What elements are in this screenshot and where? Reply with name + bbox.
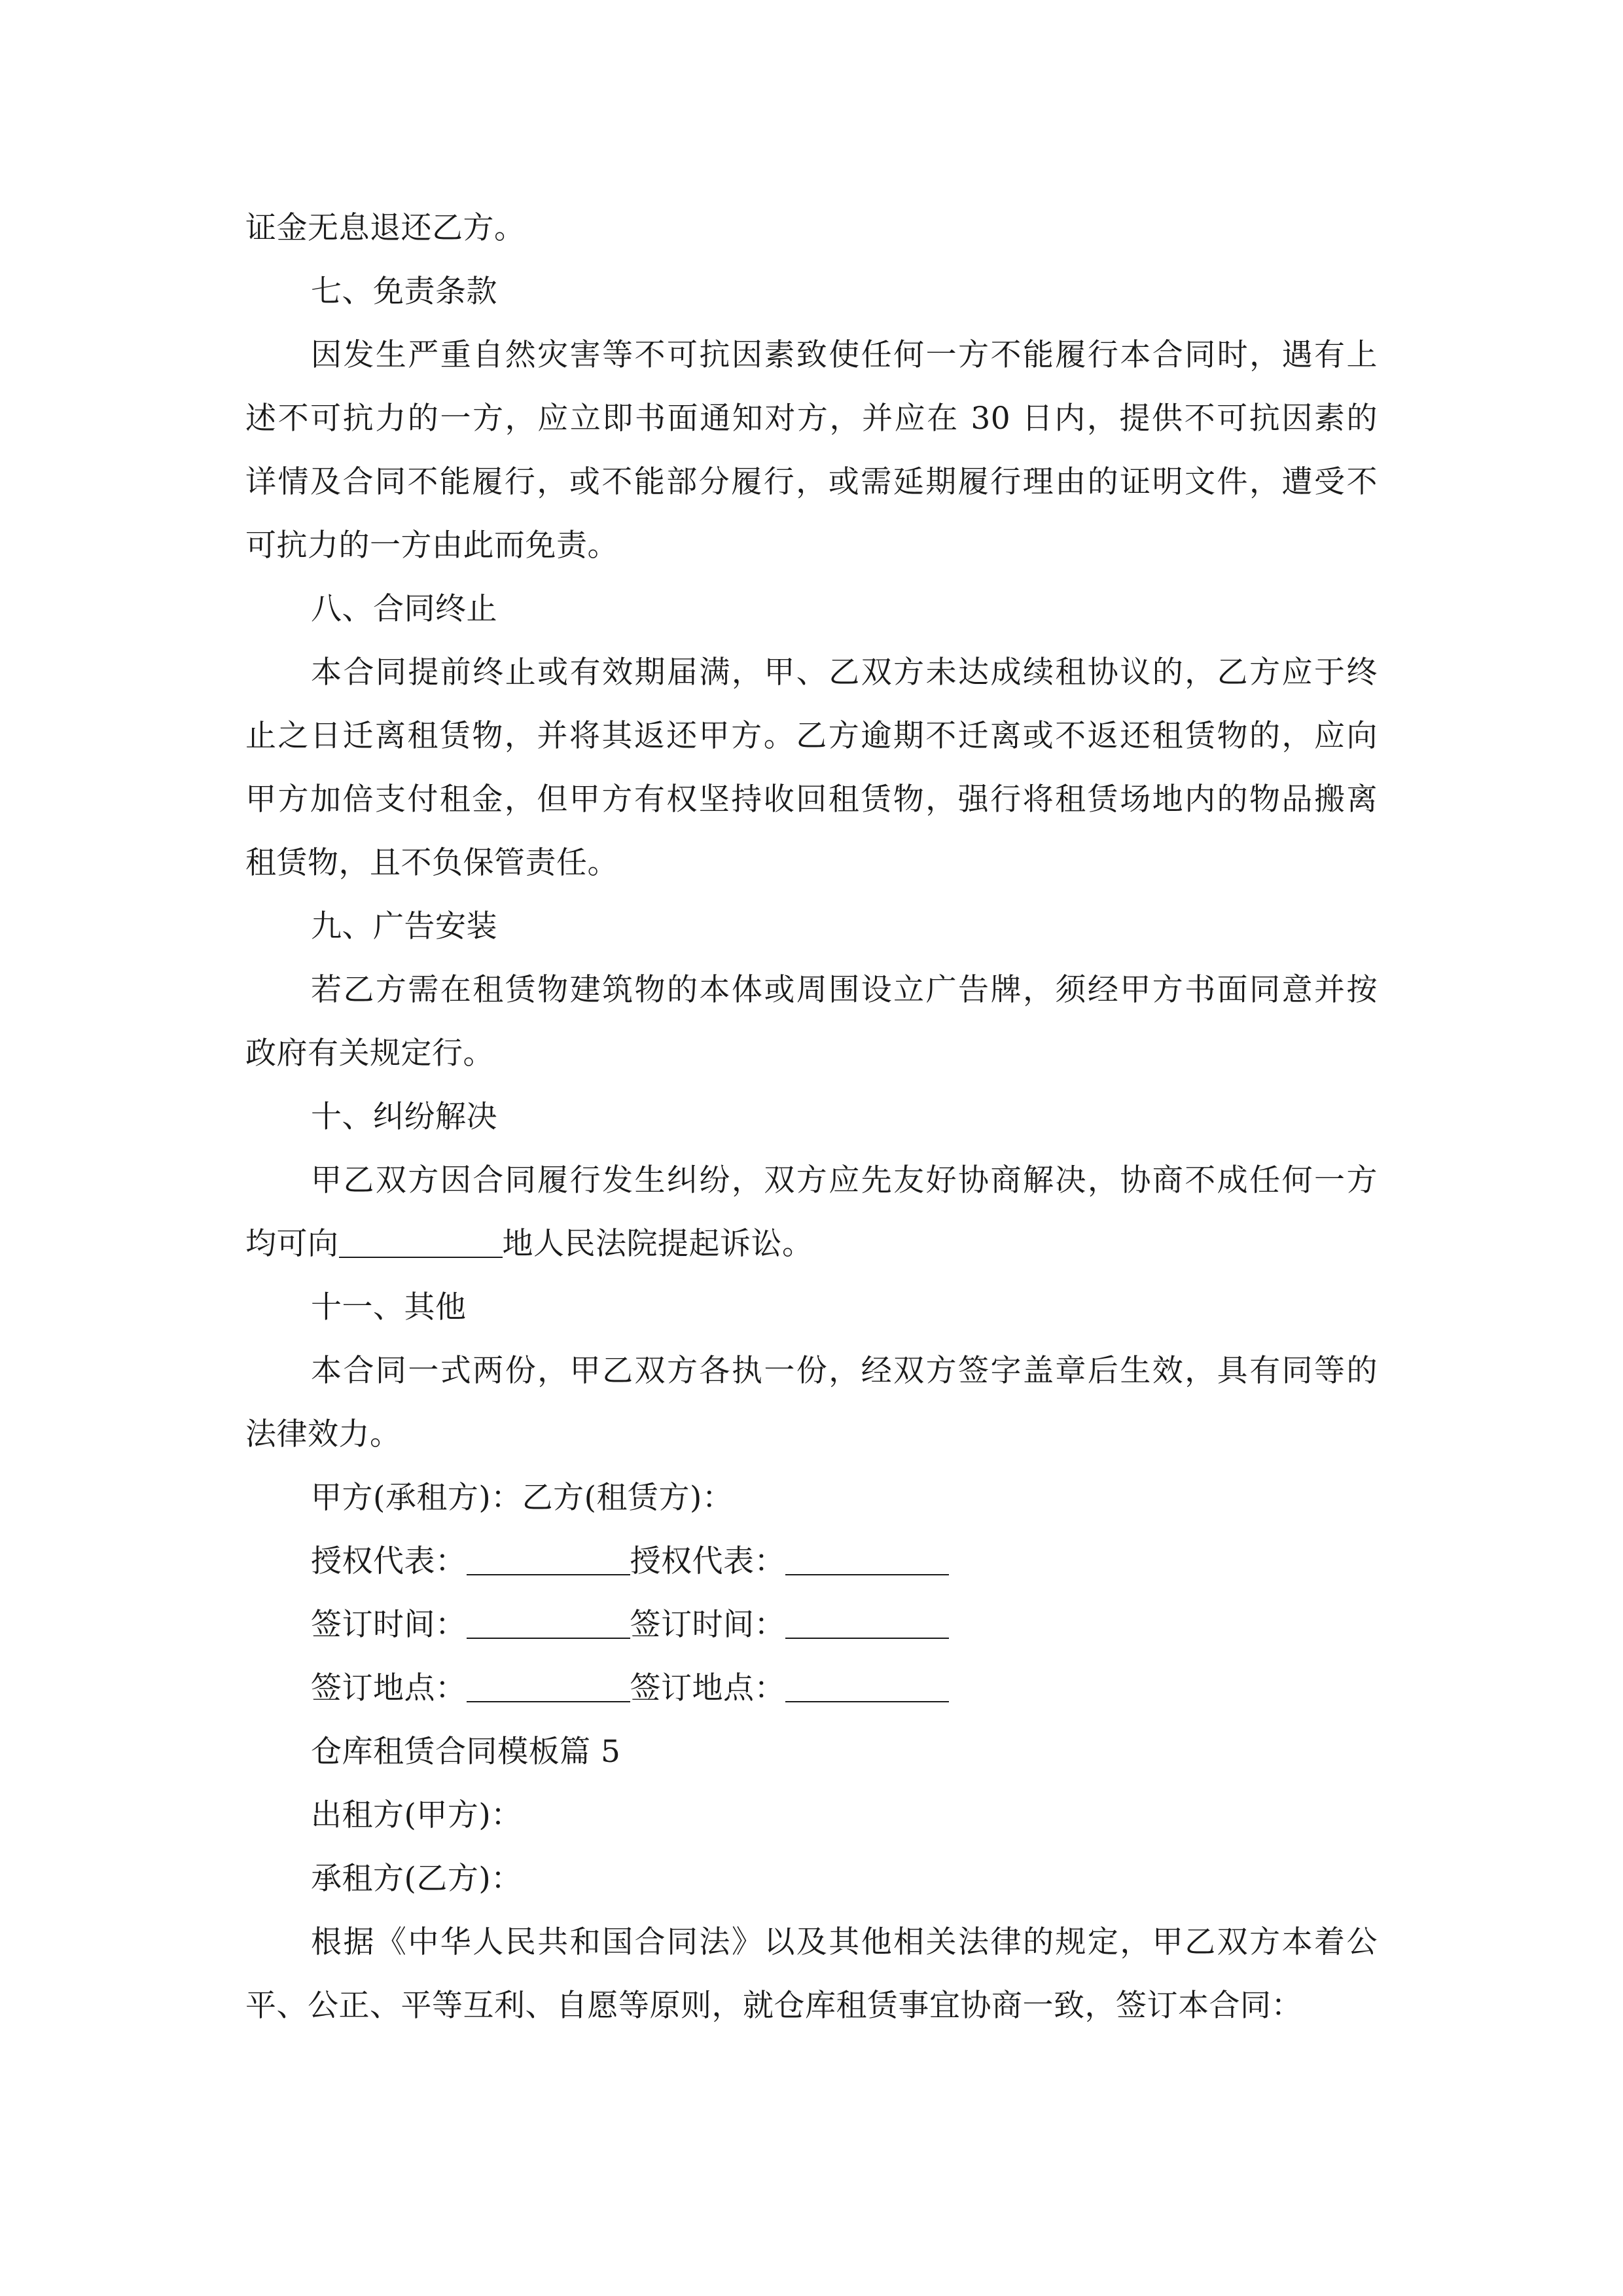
text-line: 租赁物，且不负保管责任。 <box>245 845 618 881</box>
section-heading-other: 十一、其他 <box>311 1289 467 1325</box>
text-line: 若乙方需在租赁物建筑物的本体或周围设立广告牌，须经甲方书面同意并按 <box>311 972 1378 1008</box>
template-title: 仓库租赁合同模板篇 5 <box>311 1734 621 1770</box>
text-line: 证金无息退还乙方。 <box>245 210 526 246</box>
text-segment: 授权代表： <box>630 1543 785 1579</box>
court-blank-field <box>339 1230 503 1258</box>
text-line: 本合同一式两份，甲乙双方各执一份，经双方签字盖章后生效，具有同等的 <box>311 1353 1378 1389</box>
text-line: 本合同提前终止或有效期届满，甲、乙双方未达成续租协议的，乙方应于终 <box>311 655 1378 691</box>
text-segment: 地人民法院提起诉讼。 <box>502 1226 813 1262</box>
text-segment: 授权代表： <box>311 1543 467 1579</box>
text-line: 甲乙双方因合同履行发生纠纷，双方应先友好协商解决，协商不成任何一方 <box>311 1162 1378 1198</box>
text-line: 法律效力。 <box>245 1416 401 1452</box>
text-segment: 签订地点： <box>311 1670 467 1706</box>
signature-parties: 甲方(承租方)：乙方(租赁方)： <box>311 1480 734 1516</box>
text-line: 平、公正、平等互利、自愿等原则，就仓库租赁事宜协商一致，签订本合同： <box>245 1988 1302 2024</box>
section-heading-termination: 八、合同终止 <box>311 591 497 627</box>
signature-blank-field <box>785 1548 949 1575</box>
signature-representative-row <box>245 1530 1378 1593</box>
text-line: 根据《中华人民共和国合同法》以及其他相关法律的规定，甲乙双方本着公 <box>311 1924 1378 1960</box>
signature-blank-field <box>785 1611 949 1639</box>
text-line: 政府有关规定行。 <box>245 1035 494 1071</box>
text-segment: 均可向 <box>245 1226 339 1262</box>
signature-blank-field <box>467 1675 630 1702</box>
text-line: 止之日迁离租赁物，并将其返还甲方。乙方逾期不迁离或不返还租赁物的，应向 <box>245 718 1378 754</box>
text-line <box>245 1212 1378 1276</box>
text-line: 述不可抗力的一方，应立即书面通知对方，并应在 30 日内，提供不可抗因素的 <box>245 401 1378 437</box>
section-heading-disclaimer: 七、免责条款 <box>311 274 497 310</box>
text-segment: 签订时间： <box>630 1607 785 1643</box>
signature-blank-field <box>785 1675 949 1702</box>
signature-blank-field <box>467 1548 630 1575</box>
signature-place-row <box>245 1657 1378 1720</box>
lessee-label: 承租方(乙方)： <box>311 1861 522 1897</box>
text-line: 因发生严重自然灾害等不可抗因素致使任何一方不能履行本合同时，遇有上 <box>311 337 1378 373</box>
section-heading-dispute: 十、纠纷解决 <box>311 1099 497 1135</box>
text-segment: 签订时间： <box>311 1607 467 1643</box>
text-line: 详情及合同不能履行，或不能部分履行，或需延期履行理由的证明文件，遭受不 <box>245 464 1378 500</box>
lessor-label: 出租方(甲方)： <box>311 1797 522 1833</box>
signature-date-row <box>245 1593 1378 1657</box>
section-heading-advertising: 九、广告安装 <box>311 908 497 944</box>
document-body <box>245 196 1378 2037</box>
text-segment: 签订地点： <box>630 1670 785 1706</box>
signature-blank-field <box>467 1611 630 1639</box>
text-line: 可抗力的一方由此而免责。 <box>245 528 618 564</box>
text-line: 甲方加倍支付租金，但甲方有权坚持收回租赁物，强行将租赁场地内的物品搬离 <box>245 781 1378 817</box>
